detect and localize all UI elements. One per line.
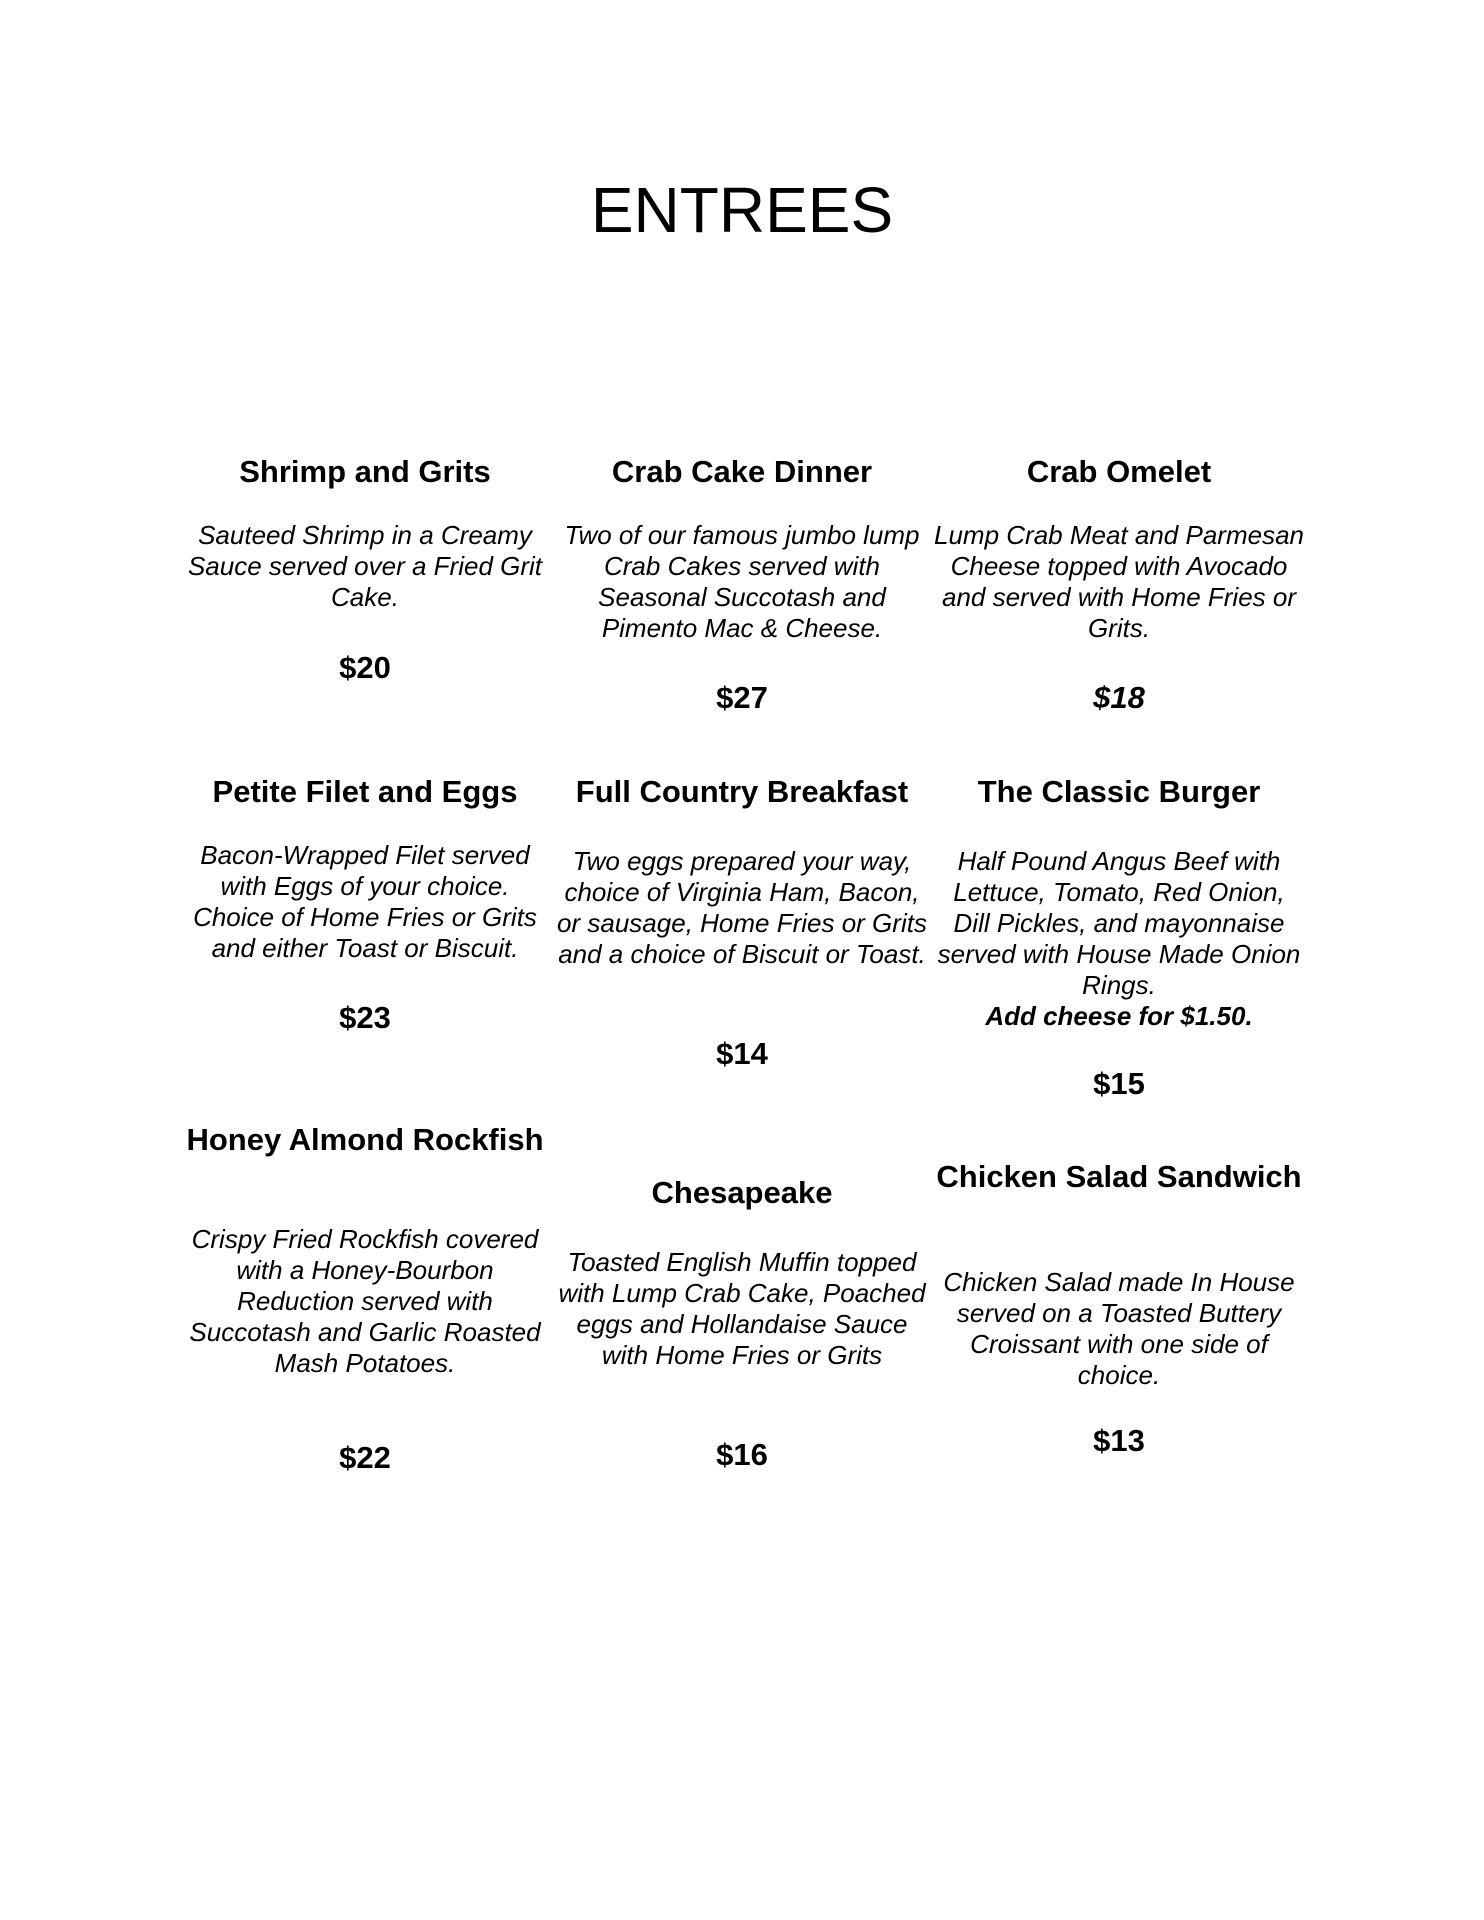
item-name: The Classic Burger (977, 774, 1261, 809)
item-price: $15 (1093, 1066, 1145, 1101)
item-price: $23 (339, 1000, 391, 1035)
item-name: Chicken Salad Sandwich (936, 1159, 1302, 1194)
item-description: Toasted English Muffin topped with Lump Crab Cake, Poached eggs and Hollandaise Sauce with Home Fries or Grits (558, 1247, 926, 1370)
item-description: Bacon-Wrapped Filet served with Eggs of your choice. Choice of Home Fries or Grits and either Toast or Biscuit. (193, 840, 537, 963)
item-price: $14 (716, 1036, 768, 1071)
page-title: ENTREES (590, 174, 894, 246)
item-price: $13 (1093, 1423, 1145, 1458)
item-price: $27 (716, 680, 768, 715)
item-name: Crab Omelet (1026, 454, 1212, 489)
item-description: Sauteed Shrimp in a Creamy Sauce served over a Fried Grit Cake. (187, 520, 543, 612)
item-description: Crispy Fried Rockfish covered with a Honey-Bourbon Reduction served with Succotash and Garlic Roasted Mash Potatoes. (189, 1224, 541, 1378)
item-name: Crab Cake Dinner (611, 454, 873, 489)
menu-item-full-country-breakfast (556, 773, 928, 1073)
menu-item-crab-omelet (933, 453, 1305, 723)
item-description: Chicken Salad made In House served on a Toasted Buttery Croissant with one side of choice. (943, 1267, 1295, 1390)
item-note: Add cheese for $1.50. (985, 1001, 1253, 1031)
item-name: Full Country Breakfast (575, 774, 909, 809)
item-price: $20 (339, 650, 391, 685)
menu-item-crab-cake-dinner (556, 453, 928, 723)
item-price: $16 (716, 1437, 768, 1472)
menu-item-honey-almond-rockfish (179, 1121, 551, 1491)
item-price: $18 (1093, 680, 1145, 715)
item-description: Lump Crab Meat and Parmesan Cheese topped with Avocado and served with Home Fries or Grits. (934, 520, 1304, 643)
item-description: Two of our famous jumbo lump Crab Cakes served with Seasonal Succotash and Pimento Mac & Cheese. (564, 520, 920, 643)
menu-item-the-classic-burger (933, 773, 1305, 1103)
menu-item-shrimp-and-grits (179, 453, 551, 693)
item-description: Two eggs prepared your way, choice of Virginia Ham, Bacon, or sausage, Home Fries or Grits and a choice of Biscuit or Toast. (557, 846, 927, 969)
item-name: Shrimp and Grits (239, 454, 491, 489)
menu-item-chicken-salad-sandwich (933, 1158, 1305, 1458)
item-name: Honey Almond Rockfish (186, 1122, 544, 1157)
item-description: Half Pound Angus Beef with Lettuce, Tomato, Red Onion, Dill Pickles, and mayonnaise served with House Made Onion Rings. (937, 846, 1301, 1000)
item-price: $22 (339, 1440, 391, 1475)
item-name: Chesapeake (651, 1175, 833, 1210)
menu-item-chesapeake (556, 1174, 928, 1484)
menu-item-petite-filet-and-eggs (179, 773, 551, 1043)
item-name: Petite Filet and Eggs (212, 774, 518, 809)
